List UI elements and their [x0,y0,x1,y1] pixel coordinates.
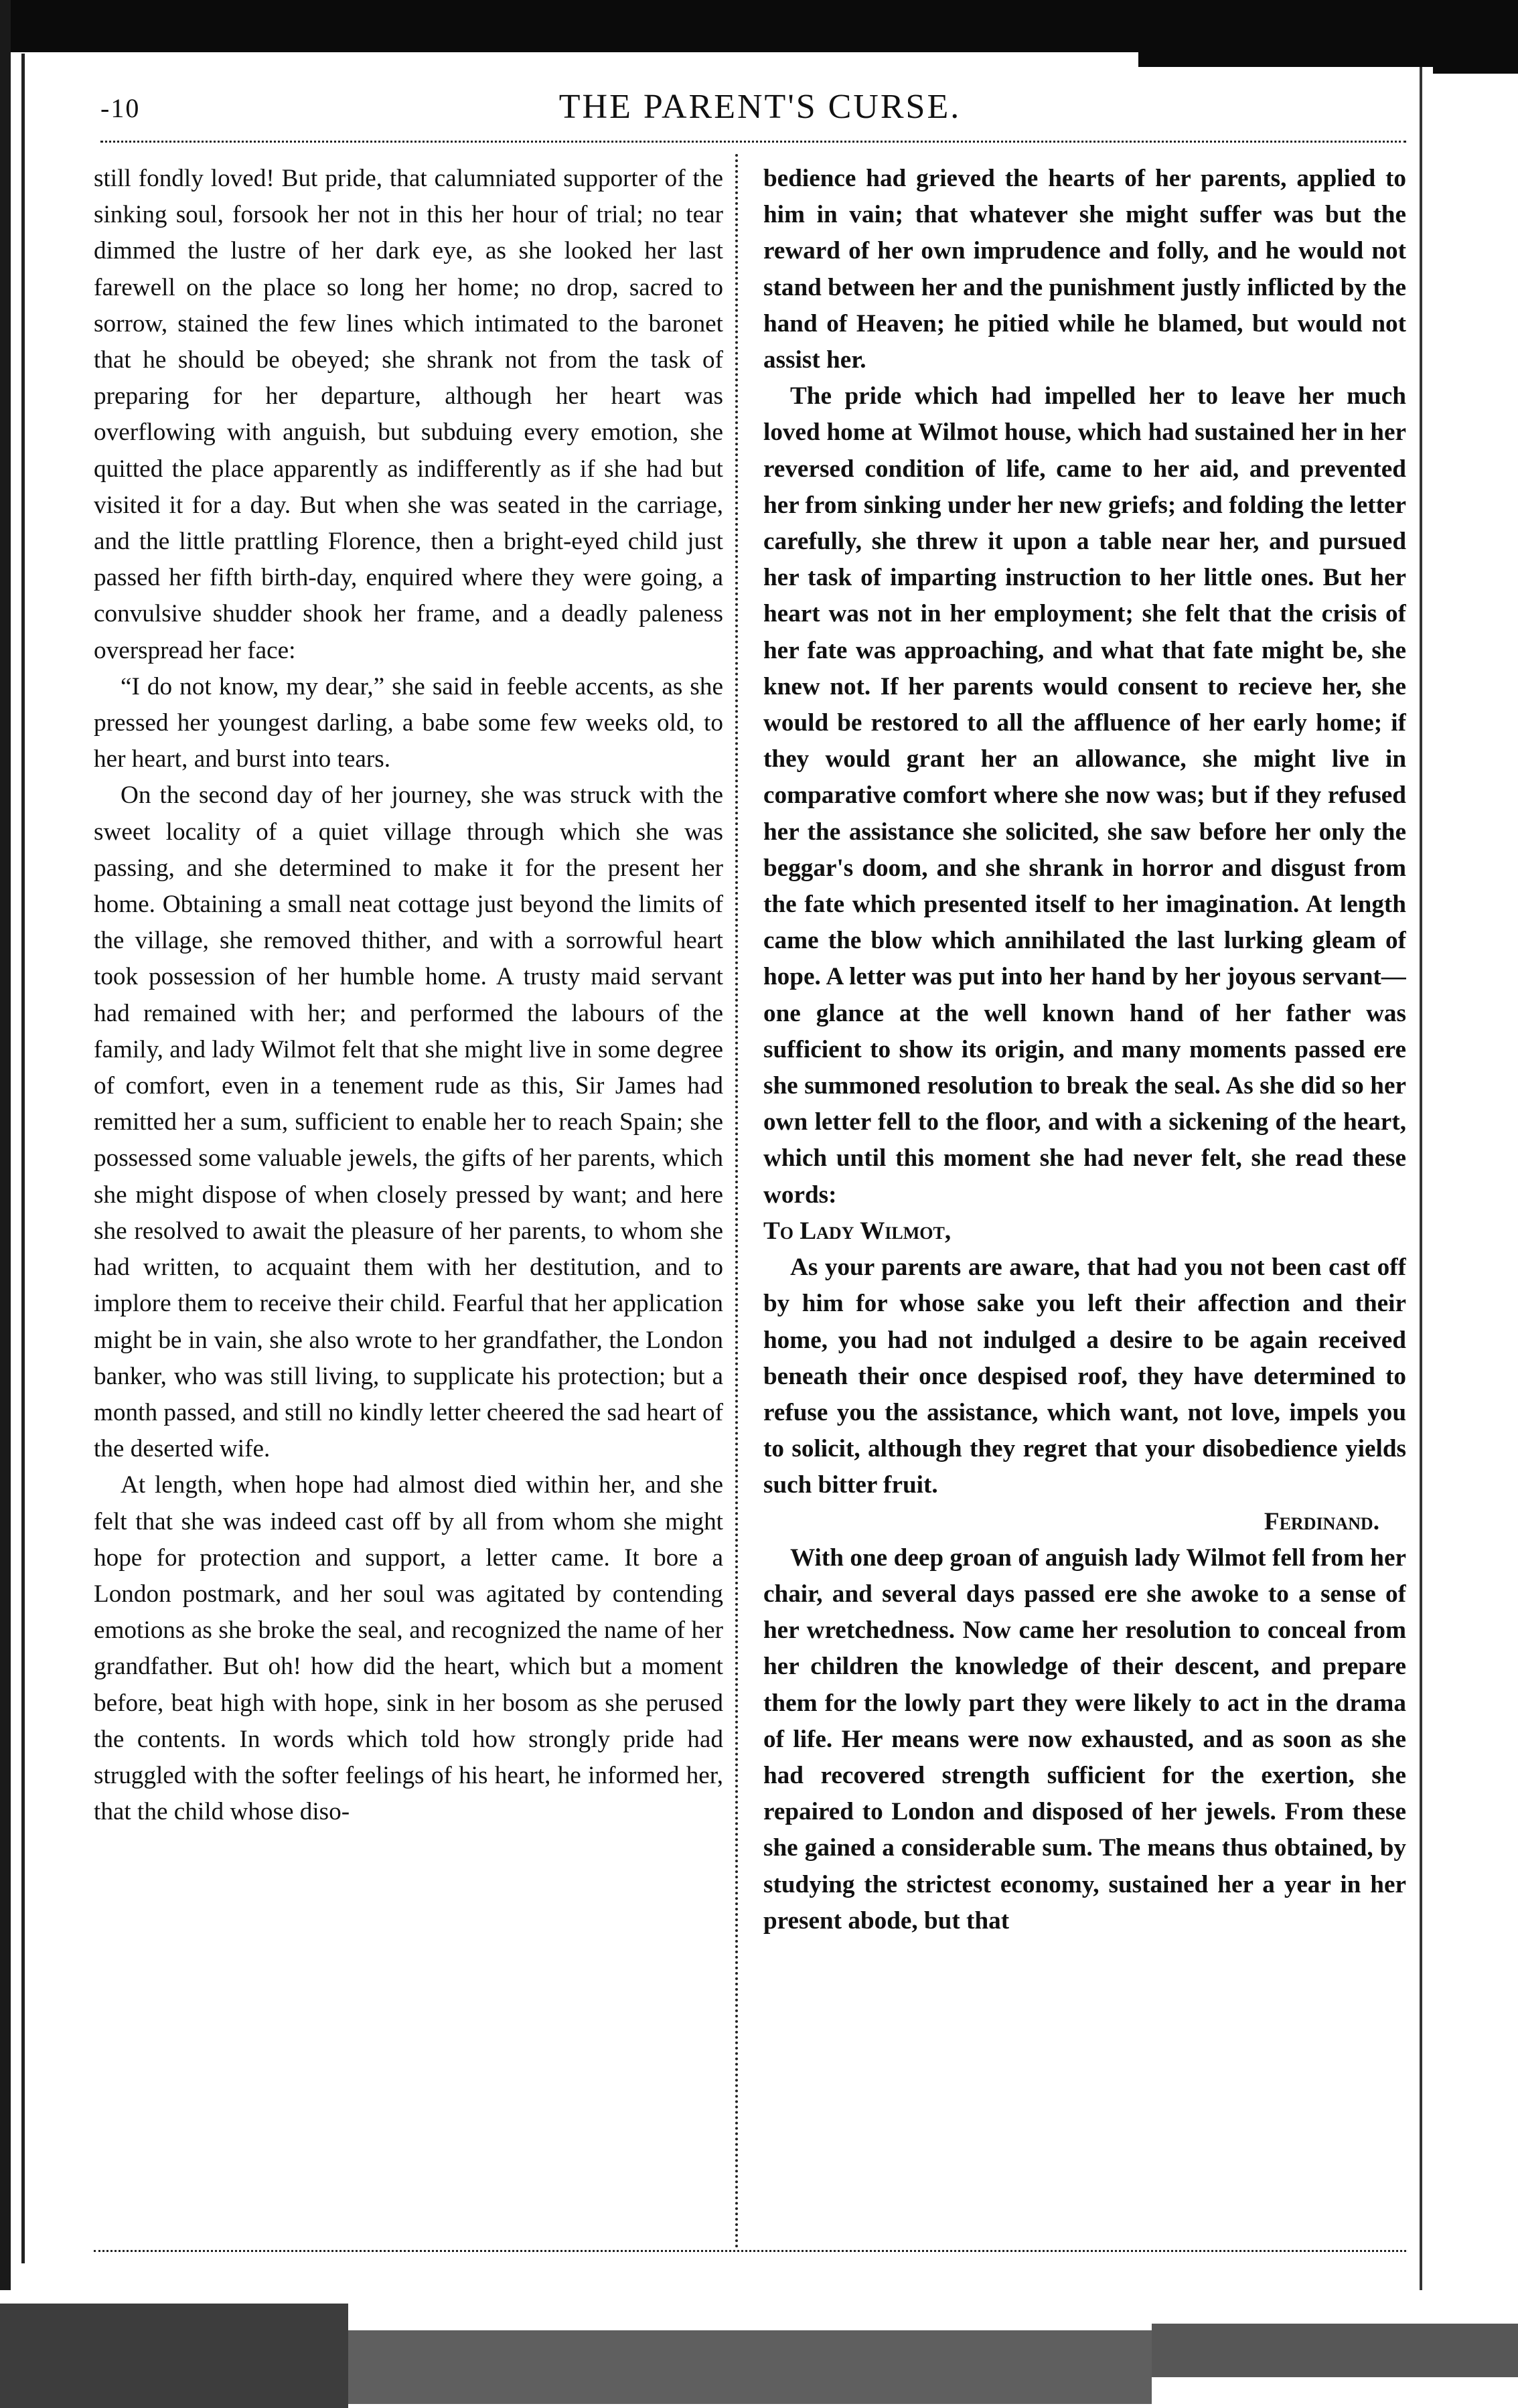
scan-shadow-top [0,0,1518,52]
paragraph: On the second day of her journey, she was struck with the sweet locality of a quiet village through which she was passing, and she determined to make it for the present her home. Obtaining a small neat cottage just beyond the limits of the village, she removed thither, and with a sorrowful heart took possession of her humble home. A trusty maid servant had remained with her; and performed the labours of the family, and lady Wilmot felt that she might live in some degree of comfort, even in a tenement rude as this, Sir James had remitted her a sum, sufficient to enable her to reach Spain; she possessed some valuable jewels, the gifts of her parents, which she might dispose of when closely pressed by want; and here she resolved to await the pleasure of her parents, to whom she had written, to acquaint them with her destitution, and to implore them to receive their child. Fearful that her application might be in vain, she also wrote to her grandfather, the London banker, who was still living, to supplicate his protection; but a month passed, and still no kindly letter cheered the sad heart of the deserted wife. [94,781,723,1463]
footer-divider [94,2250,1406,2257]
left-border-rule [21,54,25,2263]
paragraph: At length, when hope had almost died within her, and she felt that she was indeed cast off by all from whom she might hope for protection and support, a letter came. It bore a London postmark, and her soul was agitated by contending emotions as she broke the seal, and recognized the name of her grandfather. But oh! how did the heart, which but a moment before, beat high with hope, sink in her bosom as she perused the contents. In words which told how strongly pride had struggled with the softer feelings of his heart, he informed her, that the child whose diso- [94,1471,723,1826]
running-title: THE PARENT'S CURSE. [558,88,962,126]
right-column [763,161,1406,2237]
letter-signature: Ferdinand. [1264,1507,1379,1535]
scan-shadow-bottom [348,2330,1152,2404]
scan-shadow-bottom-right [1152,2324,1518,2377]
paragraph: still fondly loved! But pride, that calumniated supporter of the sinking soul, forsook her not in this her hour of trial; no tear dimmed the lustre of her dark eye, as she looked her last farewell on the place so long her home; no drop, sacred to sorrow, stained the few lines which intimated to the baronet that he should be obeyed; she shrank not from the task of preparing for her departure, although her heart was overflowing with anguish, but subduing every emotion, she quitted the place apparently as indifferently as if she had but visited it for a day. But when she was seated in the carriage, and the little prattling Florence, then a bright-eyed child just passed her fifth birth-day, enquired where they were going, a convulsive shudder shook her frame, and a deadly paleness overspread her face: [94,165,723,664]
paragraph: “I do not know, my dear,” she said in feeble accents, as she pressed her youngest darling, a babe some few weeks old, to her heart, and burst into tears. [94,672,723,773]
scan-shadow-right [1433,60,1518,74]
page-header [100,80,1420,141]
scan-shadow-left [0,0,11,2408]
page-number: -10 [100,93,141,123]
right-border-rule [1420,67,1422,2290]
paragraph: bedience had grieved the hearts of her parents, applied to him in vain; that whatever she might suffer was but the reward of her own imprudence and folly, and he would not stand between her and the punishment justly inflicted by the hand of Heaven; he pitied while he blamed, but would not assist her. [763,165,1406,374]
letter-salutation: To Lady Wilmot, [763,1217,952,1245]
paragraph: With one deep groan of anguish lady Wilmot fell from her chair, and several days passed ere she awoke to a sense of her wretchedness. Now came her resolution to conceal from her children the knowledge of their descent, and prepare them for the lowly part they were likely to act in the drama of life. Her means were now exhausted, and as soon as she had recovered strength sufficient for the exertion, she repaired to London and disposed of her jewels. From these she gained a considerable sum. The means thus obtained, by studying the strictest economy, sustained her a year in her present abode, but that [763,1544,1406,1935]
header-divider [100,141,1406,149]
paragraph: The pride which had impelled her to leave her much loved home at Wilmot house, which had sustained her in her reversed condition of life, came to her aid, and prevented her from sinking under her new griefs; and folding the letter carefully, she threw it upon a table near her, and pursued her task of imparting instruction to her little ones. But her heart was not in her employment; she felt that the crisis of her fate was approaching, and what that fate might be, she knew not. If her parents would consent to recieve her, she would be restored to all the affluence of her early home; if they would grant her an allowance, she might live in comparative comfort where she now was; but if they refused her the assistance she solicited, she saw before her only the beggar's doom, and she shrank in horror and disgust from the fate which presented itself to her imagination. At length came the blow which annihilated the last lurking gleam of hope. A letter was put into her hand by her joyous servant—one glance at the well known hand of her father was sufficient to show its origin, and many moments passed ere she summoned resolution to break the seal. As she did so her own letter fell to the floor, and with a sickening of the heart, which until this moment she had never felt, she read these words: [763,382,1406,1209]
column-divider [735,154,738,2250]
letter-body: As your parents are aware, that had you not been cast off by him for whose sake you left their affection and their home, you had not indulged a desire to be again received beneath their once despised roof, they have determined to refuse you the assistance, which want, not love, impels you to solicit, although they regret that your disobedience yields such bitter fruit. [763,1254,1406,1499]
left-column [94,161,723,2237]
scan-shadow-bottom-left [0,2304,348,2408]
